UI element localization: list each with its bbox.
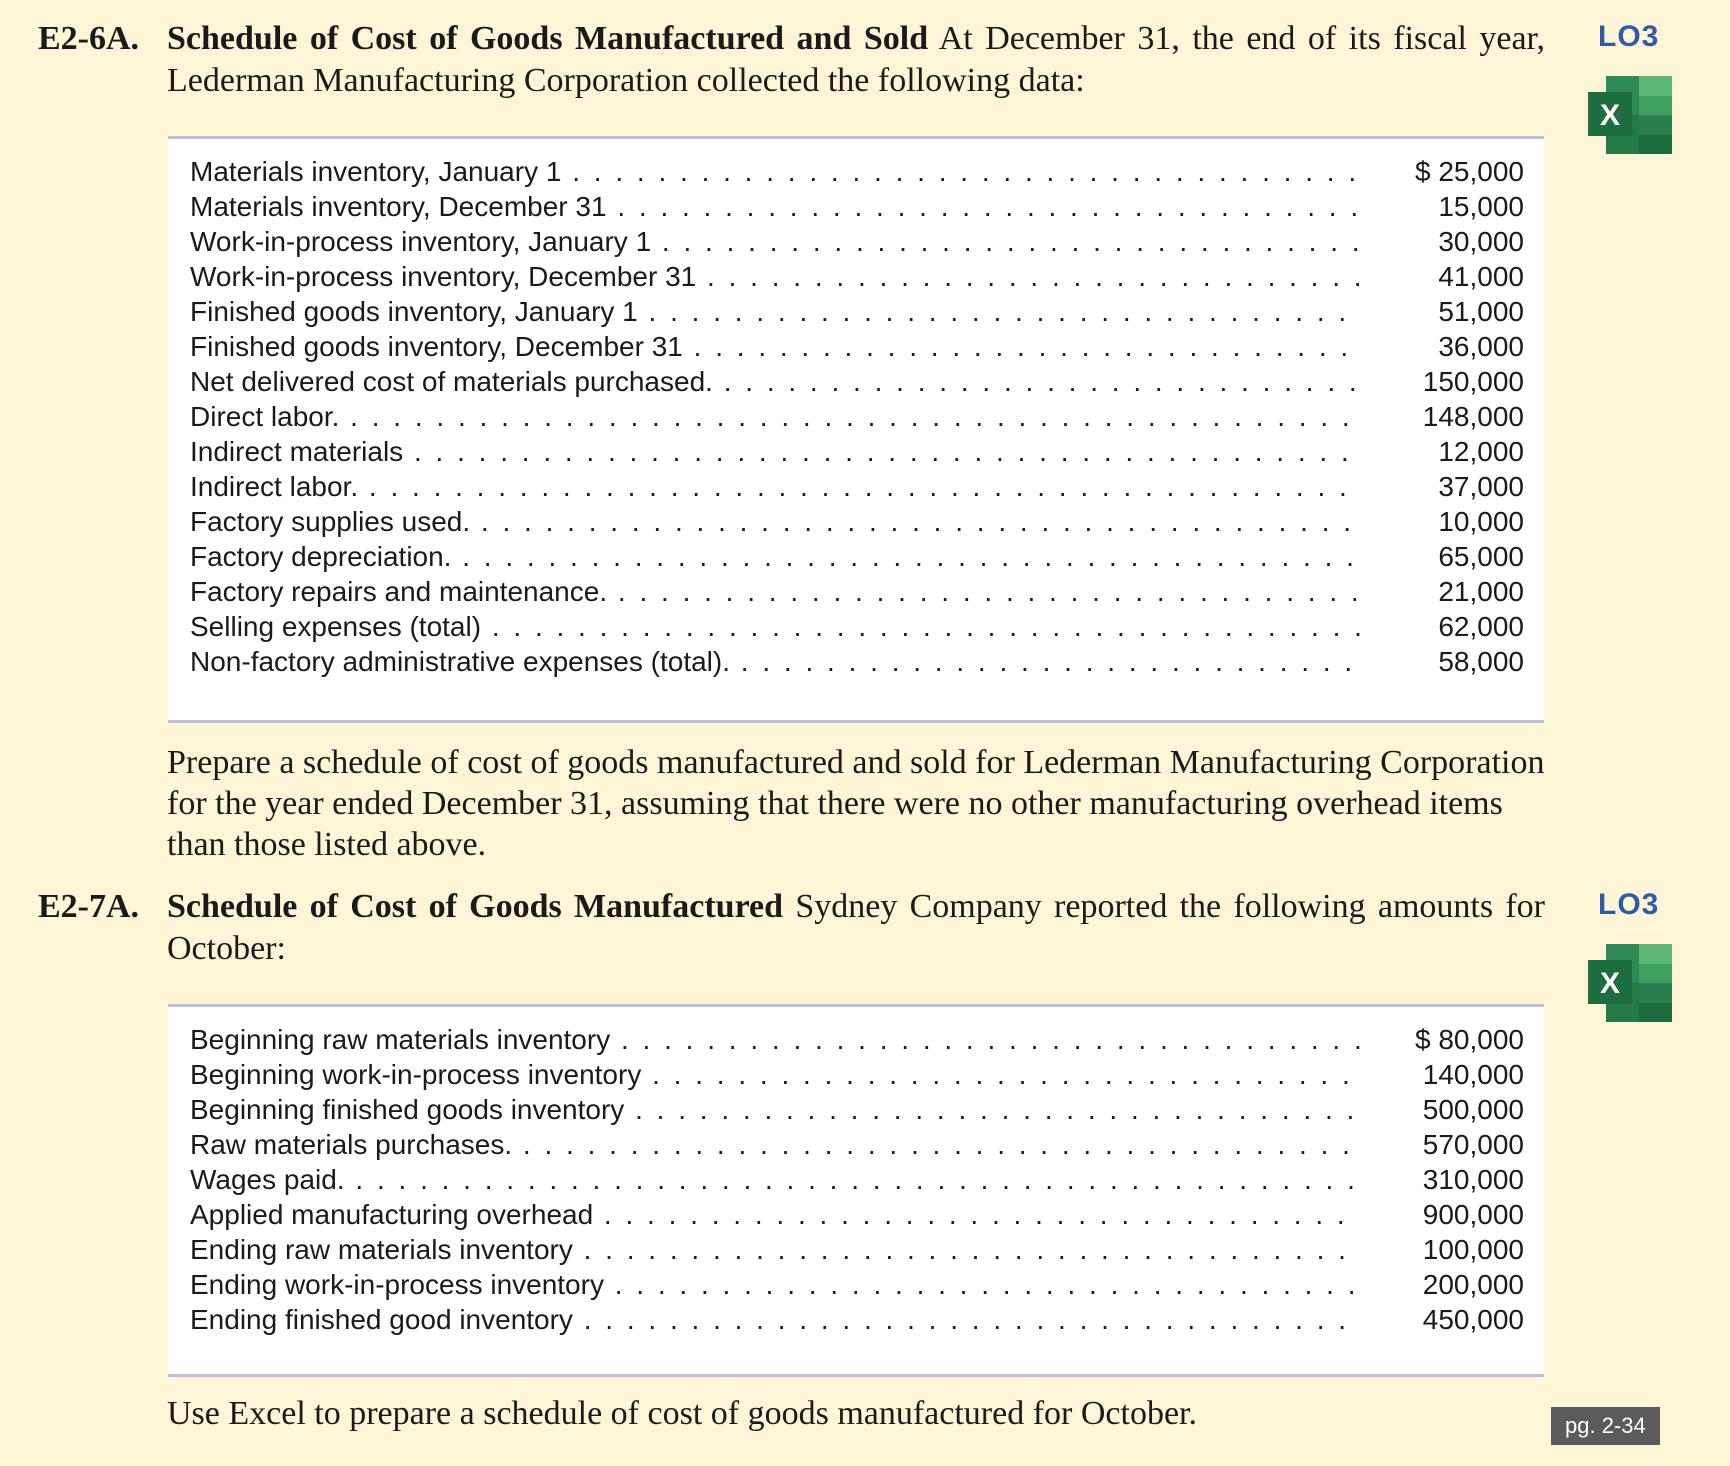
table-row: [168, 609, 1544, 644]
row-label: Direct labor. . . .: [190, 399, 1400, 434]
table-row: [168, 644, 1544, 679]
row-value: 65,000: [1360, 539, 1524, 574]
row-value: 10,000: [1360, 504, 1524, 539]
learning-objective-badge: LO3: [1598, 888, 1660, 921]
row-label: Indirect materials . . .: [190, 434, 1400, 469]
exercise-number: E2-6A.: [38, 20, 140, 57]
row-value: 570,000: [1360, 1127, 1524, 1162]
row-value: 15,000: [1360, 189, 1524, 224]
data-table: [168, 1004, 1544, 1377]
table-row: [168, 1232, 1544, 1267]
row-label: Finished goods inventory, January 1 . . .: [190, 294, 1400, 329]
table-row: [168, 1127, 1544, 1162]
row-value: 51,000: [1360, 294, 1524, 329]
row-value: $ 80,000: [1360, 1022, 1524, 1057]
row-label: Beginning work-in-process inventory . . .: [190, 1057, 1400, 1092]
row-label: Applied manufacturing overhead . . .: [190, 1197, 1400, 1232]
svg-text:X: X: [1599, 99, 1621, 132]
table-row: [168, 224, 1544, 259]
exercise-intro: Sydney Company reported the following amounts for October:: [167, 888, 1545, 967]
row-label: Finished goods inventory, December 31 . . .: [190, 329, 1400, 364]
table-row: [168, 399, 1544, 434]
excel-icon[interactable]: [1588, 74, 1674, 156]
exercise-instruction: Use Excel to prepare a schedule of cost of goods manufactured for October.: [167, 1395, 1197, 1432]
row-value: 100,000: [1360, 1232, 1524, 1267]
table-row: [168, 1267, 1544, 1302]
table-row: [168, 574, 1544, 609]
row-value: 150,000: [1360, 364, 1524, 399]
row-value: 41,000: [1360, 259, 1524, 294]
row-value: 140,000: [1360, 1057, 1524, 1092]
row-label: Ending finished good inventory . . .: [190, 1302, 1400, 1337]
table-row: [168, 539, 1544, 574]
row-label: Materials inventory, January 1 . . .: [190, 154, 1400, 189]
exercise-heading: [167, 18, 1545, 102]
row-label: Beginning raw materials inventory . . .: [190, 1022, 1400, 1057]
row-label: Indirect labor. . . .: [190, 469, 1400, 504]
row-label: Materials inventory, December 31 . . .: [190, 189, 1400, 224]
row-value: 450,000: [1360, 1302, 1524, 1337]
row-label: Factory supplies used. . . .: [190, 504, 1400, 539]
table-row: [168, 504, 1544, 539]
exercise-heading: [167, 886, 1545, 970]
table-row: [168, 189, 1544, 224]
table-row: [168, 1022, 1544, 1057]
table-row: [168, 469, 1544, 504]
row-value: 36,000: [1360, 329, 1524, 364]
row-label: Beginning finished goods inventory . . .: [190, 1092, 1400, 1127]
svg-text:X: X: [1599, 967, 1621, 1000]
exercise-instruction: Prepare a schedule of cost of goods manufactured and sold for Lederman Manufacturing Corporation for the year ended December 31, assuming that there were no other manufacturing overhead items than those listed above.: [167, 744, 1545, 863]
table-row: [168, 1092, 1544, 1127]
exercise-intro: At December 31, the end of its fiscal year, Lederman Manufacturing Corporation collected the following data:: [167, 20, 1546, 99]
row-label: Work-in-process inventory, January 1 . . .: [190, 224, 1400, 259]
exercise-number: E2-7A.: [38, 888, 140, 925]
row-value: 58,000: [1360, 644, 1524, 679]
table-row: [168, 1302, 1544, 1337]
row-label: Factory depreciation. . . .: [190, 539, 1400, 574]
row-label: Raw materials purchases. . . .: [190, 1127, 1400, 1162]
row-value: $ 25,000: [1360, 154, 1524, 189]
row-label: Ending work-in-process inventory . . .: [190, 1267, 1400, 1302]
row-value: 30,000: [1360, 224, 1524, 259]
exercise-title: Schedule of Cost of Goods Manufactured and Sold: [167, 20, 929, 57]
row-label: Non-factory administrative expenses (total). . . .: [190, 644, 1400, 679]
learning-objective-badge: LO3: [1598, 20, 1660, 53]
page-number-badge: pg. 2-34: [1551, 1407, 1660, 1445]
row-value: 148,000: [1360, 399, 1524, 434]
excel-icon[interactable]: [1588, 942, 1674, 1024]
table-row: [168, 434, 1544, 469]
row-label: Factory repairs and maintenance. . . .: [190, 574, 1400, 609]
row-label: Wages paid. . . .: [190, 1162, 1400, 1197]
exercise-title: Schedule of Cost of Goods Manufactured: [167, 888, 784, 925]
row-value: 12,000: [1360, 434, 1524, 469]
row-value: 900,000: [1360, 1197, 1524, 1232]
table-row: [168, 259, 1544, 294]
table-row: [168, 329, 1544, 364]
row-label: Selling expenses (total) . . .: [190, 609, 1400, 644]
row-value: 200,000: [1360, 1267, 1524, 1302]
row-label: Work-in-process inventory, December 31 . . .: [190, 259, 1400, 294]
table-row: [168, 294, 1544, 329]
row-value: 21,000: [1360, 574, 1524, 609]
row-value: 310,000: [1360, 1162, 1524, 1197]
row-value: 500,000: [1360, 1092, 1524, 1127]
table-row: [168, 154, 1544, 189]
row-value: 37,000: [1360, 469, 1524, 504]
data-table: [168, 136, 1544, 723]
table-row: [168, 1197, 1544, 1232]
table-row: [168, 1057, 1544, 1092]
table-row: [168, 1162, 1544, 1197]
row-label: Ending raw materials inventory . . .: [190, 1232, 1400, 1267]
row-value: 62,000: [1360, 609, 1524, 644]
table-row: [168, 364, 1544, 399]
row-label: Net delivered cost of materials purchased. . . .: [190, 364, 1400, 399]
